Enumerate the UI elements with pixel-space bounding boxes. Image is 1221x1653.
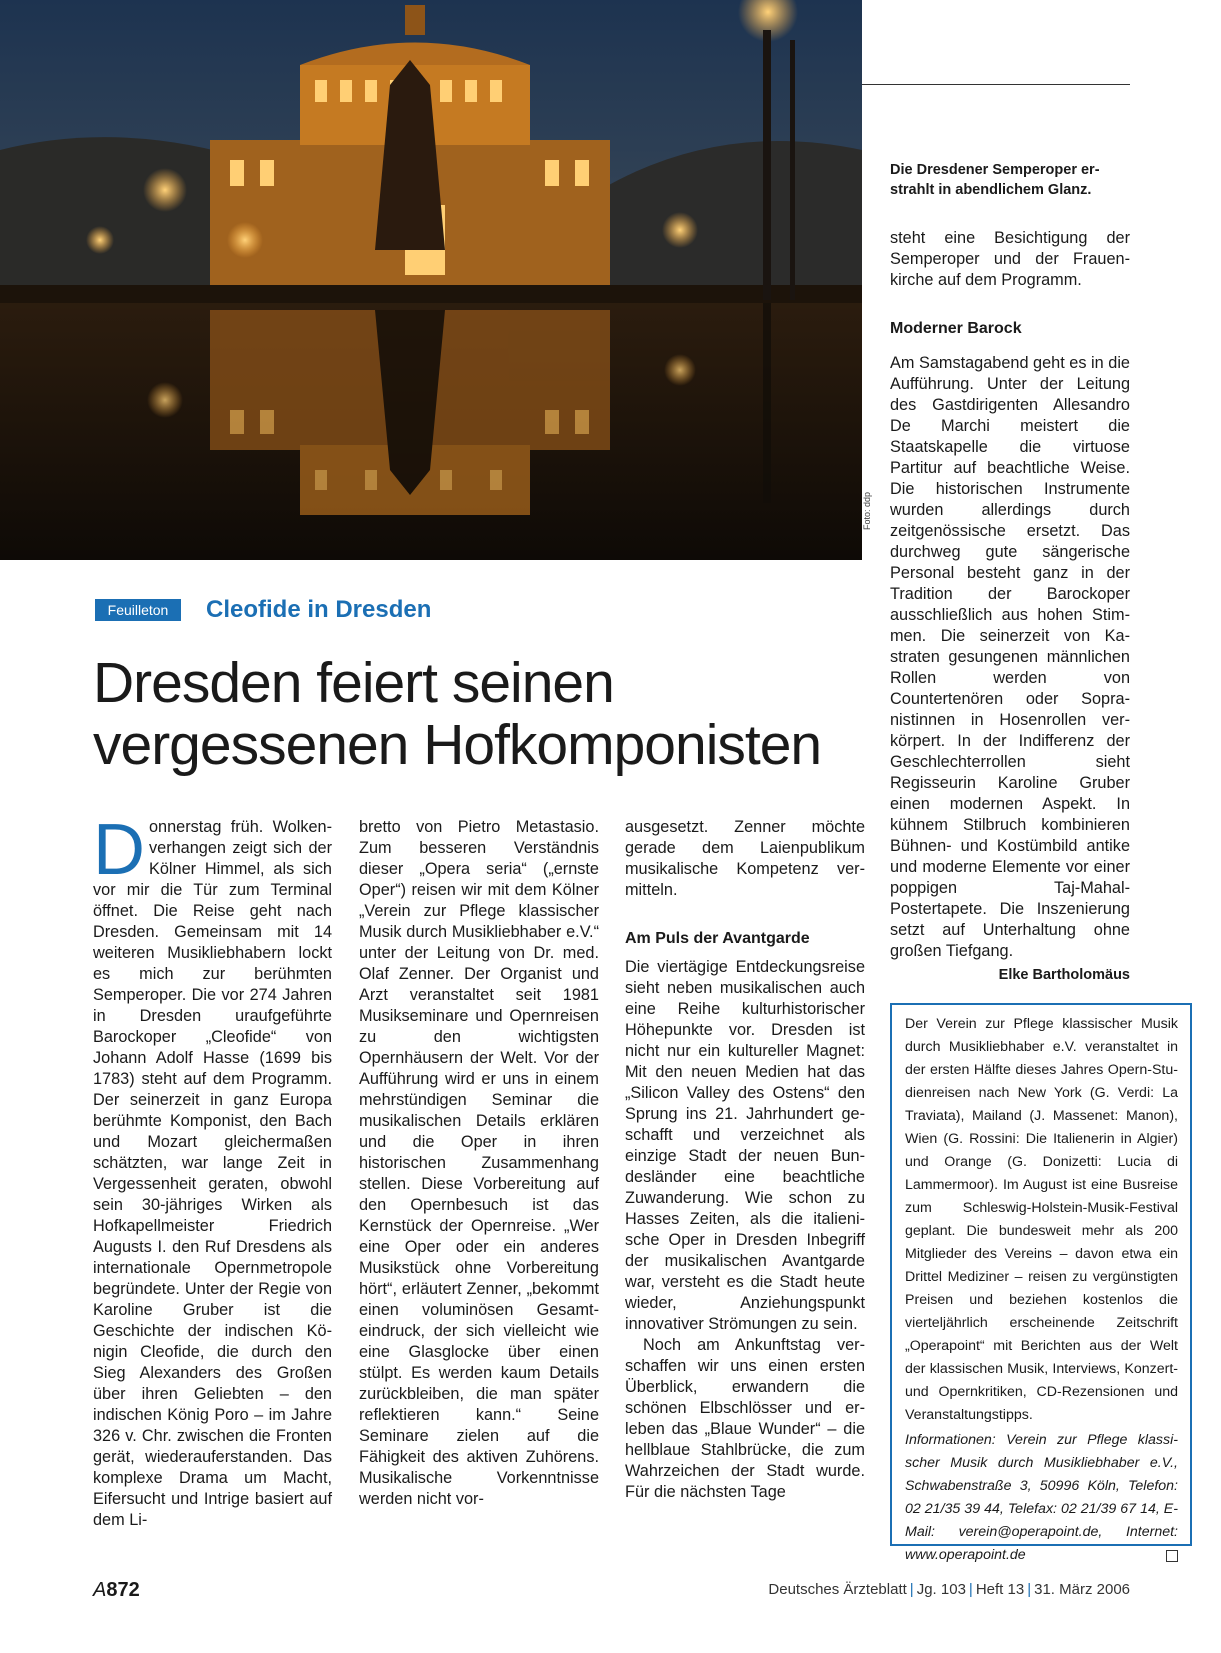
info-box-contact bbox=[905, 1429, 1178, 1567]
end-square-icon bbox=[1166, 1550, 1178, 1562]
top-rule bbox=[862, 84, 1130, 85]
column4-top-text: steht eine Besichtigung der Semperoper und der Frauenkirche auf dem Programm. bbox=[890, 229, 1130, 289]
drop-cap: D bbox=[93, 810, 145, 890]
page-number-value: 872 bbox=[106, 1579, 140, 1601]
article-column-3 bbox=[625, 817, 865, 901]
subheading-moderner-barock: Moderner Barock bbox=[890, 320, 1022, 337]
page-number bbox=[93, 1579, 140, 1602]
footer-separator: | bbox=[1027, 1581, 1032, 1598]
info-box bbox=[890, 1003, 1192, 1563]
photo-credit: Foto: ddp bbox=[862, 491, 872, 530]
article-column-1 bbox=[93, 810, 332, 1531]
section-rubric: Feuilleton bbox=[95, 599, 181, 621]
page-prefix: A bbox=[93, 1579, 107, 1601]
column3-intro: ausgesetzt. Zenner möchte gerade dem Laienpublikum musikalische Kompetenz vermitteln. bbox=[625, 818, 865, 899]
subheading-am-puls: Am Puls der Avantgarde bbox=[625, 930, 810, 947]
journal-date: 31. März 2006 bbox=[1034, 1581, 1130, 1598]
semperoper-photo bbox=[0, 0, 862, 560]
photo-caption: Die Dresdener Semperoper erstrahlt in abendlichem Glanz. bbox=[890, 162, 1100, 198]
author-name: Elke Bartholomäus bbox=[998, 967, 1130, 983]
semperoper-illustration bbox=[0, 0, 862, 560]
column4-text: Am Samstagabend geht es in die Aufführung. Unter der Leitung des Gastdirigenten Allesandro De Marchi meistert die Staatskapelle die virtuose Partitur auf beachtliche Weise. Die historischen Instrumente wurden allerdings durch zeitgenössische ersetzt. Das durchweg gute sängerische Personal besteht ganz in der Tradition der Barockoper ausschließlich aus hohen Stimmen. Die seinerzeit von Kastraten gesungenen männlichen Rollen werden von Countertenören oder Sopranistinnen in Hosenrollen verkörpert. In der Indifferenz der Geschlechterrollen sieht Regisseurin Karoline Gruber einen modernen Aspekt. In kühnem Stilbruch kombinieren Bühnen- und Kostümbild antike und moderne Elemente vor einer poppigen Taj-Mahal-Postertapete. Die Inszenierung setzt auf Unterhaltung ohne großen Tiefgang. bbox=[890, 354, 1130, 960]
column1-text: onnerstag früh. Wolkenverhangen zeigt sich der Kölner Himmel, als sich vor mir die Tür zum Terminal öffnet. Die Reise geht nach Dresden. Gemeinsam mit 14 weiteren Musikliebhabern lockt es mich zur berühmten Semperoper. Die vor 274 Jahren in Dresden uraufgeführte Barockoper „Cleofide“ von Johann Adolf Hasse (1699 bis 1783) steht auf dem Programm. Der seinerzeit in ganz Europa berühmte Komponist, den Bach und Mozart gleichermaßen schätzten, war lange Zeit in Vergessenheit geraten, obwohl sein 30-jähriges Wirken als Hofkapellmeister Friedrich Augusts I. den Ruf Dresdens als internationale Opernmetropole begründete. Unter der Regie von Karoline Gruber ist die Geschichte der indischen Königin Cleofide, die durch den Sieg Alexanders des Großen über ihren Geliebten – den indischen König Poro – im Jahre 326 v. Chr. zwischen die Fronten gerät, wiederauferstanden. Das komplexe Drama um Macht, Eifersucht und Intrige basiert auf dem Li- bbox=[93, 818, 332, 1529]
journal-issue: Heft 13 bbox=[975, 1581, 1025, 1598]
article-column-4 bbox=[890, 353, 1130, 986]
column3-paragraph-2: Noch am Ankunftstag verschaffen wir uns einen ersten Überblick, erwandern die schönen Elbschlösser und erleben das „Blaue Wunder“ – die hellblaue Stahlbrücke, die zum Wahrzeichen der Stadt wurde. Für die nächsten Tage bbox=[625, 1336, 865, 1501]
column2-text: bretto von Pietro Metastasio. Zum besseren Verständnis dieser „Opera seria“ („ernste Oper“) reisen wir mit dem Kölner „Verein zur Pflege klassischer Musik durch Musikliebhaber e.V.“ unter der Leitung von Dr. med. Olaf Zenner. Der Organist und Arzt veranstaltet seit 1981 Musikseminare und Opernreisen zu den wichtigsten Opernhäusern der Welt. Vor der Aufführung wird er uns in einem mehrstündigen Seminar die musikalischen Details erklären und die Oper in ihren historischen Zusammenhang stellen. Diese Vorbereitung auf den Opernbesuch ist das Kernstück der Opernreise. „Wer eine Oper oder ein anderes Musikstück ohne Vorbereitung hört“, erläutert Zenner, „bekommt einen voluminösen Gesamteindruck, der sich vielleicht wie eine Glasglocke über einen stülpt. Es werden kaum Details zurückbleiben, die man später reflektieren kann.“ Seine Seminare zielen auf die Fähigkeit des aktiven Zuhörens. Musikalische Vorkenntnisse werden nicht vor- bbox=[359, 818, 599, 1508]
footer-separator: | bbox=[968, 1581, 973, 1598]
footer-separator: | bbox=[909, 1581, 914, 1598]
article-column-2 bbox=[359, 817, 599, 1510]
journal-name: Deutsches Ärzteblatt bbox=[768, 1581, 907, 1598]
column3-paragraph-1: Die viertägige Entdeckungsreise sieht neben musikalischen auch eine Reihe kulturhistorischer Höhepunkte vor. Dresden ist nicht nur ein kultureller Magnet: Mit den neuen Medien hat das „Silicon Valley des Ostens“ den Sprung ins 21. Jahrhundert geschafft und verzeichnet als einzige Stadt der neuen Bundesländer eine beachtliche Zuwanderung. Wie schon zu Hasses Zeiten, als die italienische Oper in Dresden Inbegriff der musikalischen Avantgarde war, versteht es die Stadt heute wieder, Anziehungspunkt innovativer Strömungen zu sein. bbox=[625, 958, 865, 1333]
journal-footer bbox=[768, 1581, 1130, 1598]
article-kicker: Cleofide in Dresden bbox=[206, 596, 432, 623]
info-box-contact-text: Informationen: Verein zur Pflege klassischer Musik durch Musikliebhaber e.V., Schwabenstraße 3, 50996 Köln, Telefon: 02 21/35 39 44, Telefax: 02 21/39 67 14, E-Mail: verein@operapoint.de, Internet: www.operapoint.de bbox=[905, 1432, 1178, 1563]
journal-volume: Jg. 103 bbox=[916, 1581, 966, 1598]
article-column-3-body bbox=[625, 957, 865, 1503]
article-headline: Dresden feiert seinen vergessenen Hofkomponisten bbox=[93, 651, 822, 777]
info-box-text: Der Verein zur Pflege klassischer Musik durch Musikliebhaber e.V. veranstaltet in der ersten Hälfte dieses Jahres Opern-Studienreisen nach New York (G. Verdi: La Traviata), Mailand (J. Massenet: Manon), Wien (G. Rossini: Die Italienerin in Algier) und Orange (G. Donizetti: Lucia di Lammermoor). Im August ist eine Busreise zum Schleswig-Holstein-Musik-Festival geplant. Die bundesweit mehr als 200 Mitglieder des Vereins – davon etwa ein Drittel Mediziner – reisen zu vergünstigten Preisen und beziehen kostenlos die vierteljährlich erscheinende Zeitschrift „Operapoint“ mit Berichten aus der Welt der klassischen Musik, Interviews, Konzert- und Opernkritiken, CD-Rezensionen und Veranstaltungstipps. bbox=[905, 1016, 1178, 1423]
